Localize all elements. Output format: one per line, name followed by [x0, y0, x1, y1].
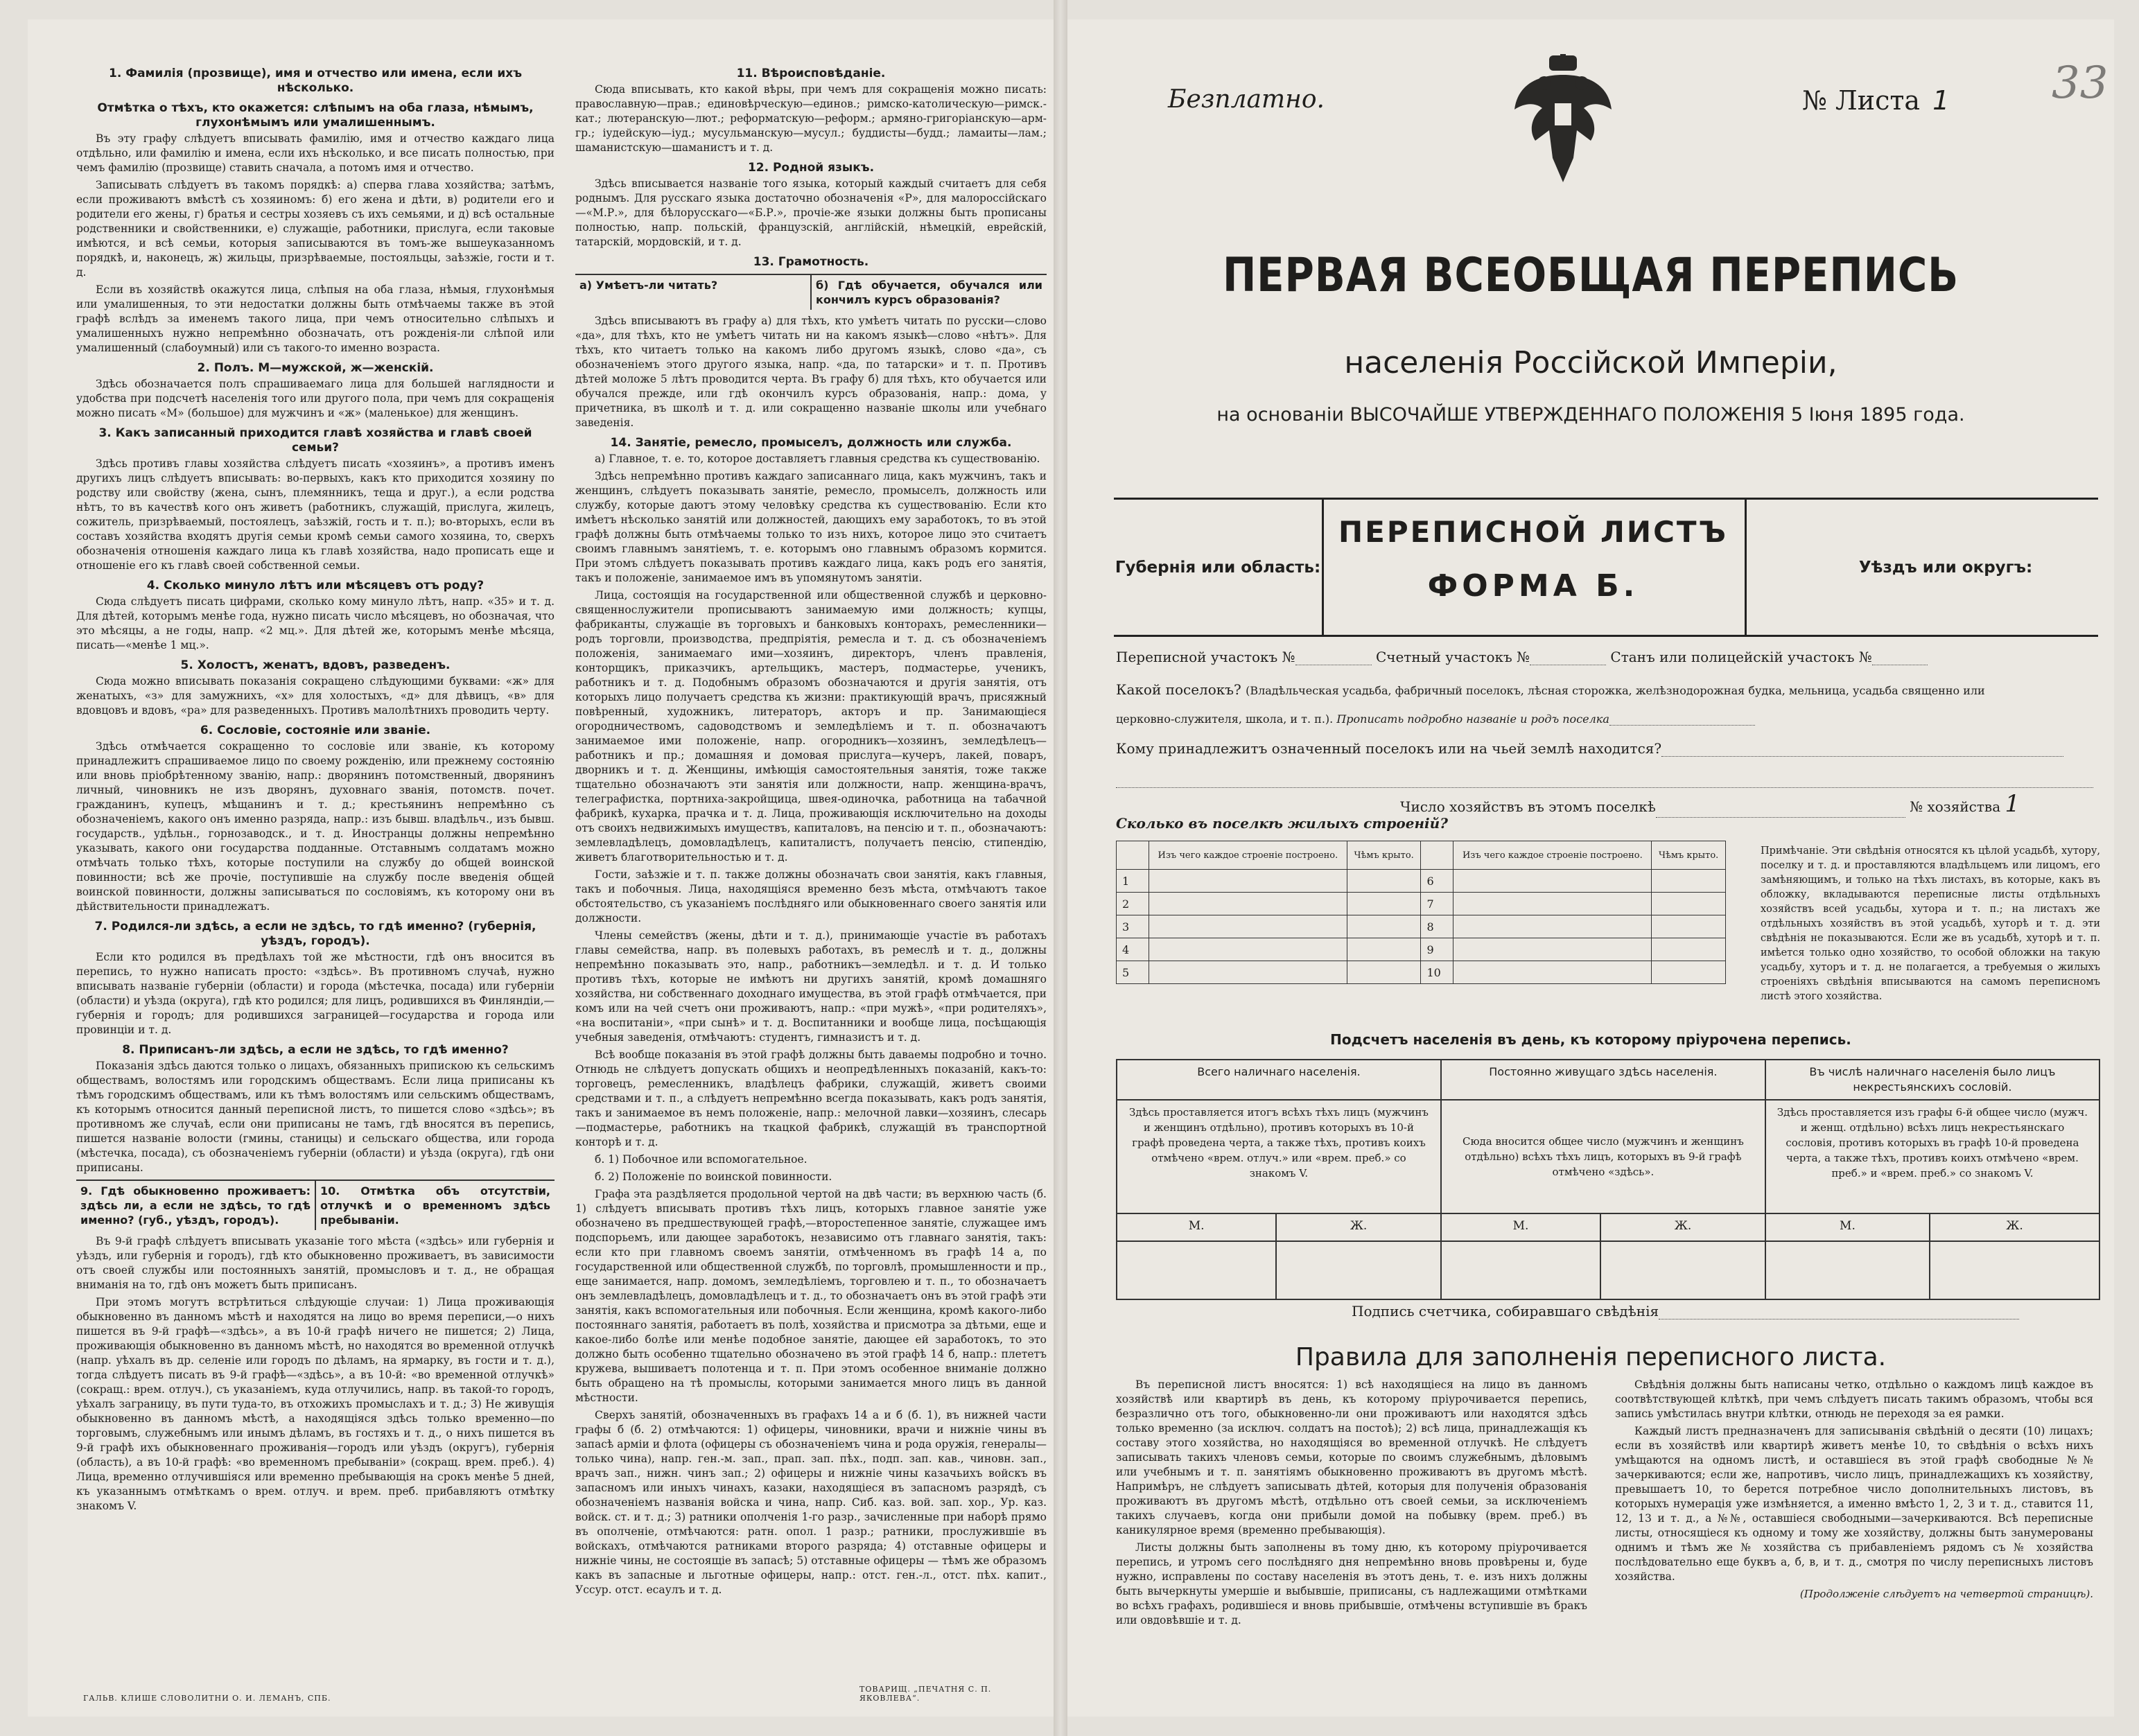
- bt-cell[interactable]: [1453, 893, 1652, 915]
- bt-num: 6: [1421, 870, 1453, 893]
- komu-line: [1116, 740, 2063, 757]
- paragraph: б. 1) Побочное или вспомогательное.: [595, 1153, 807, 1166]
- pt-value-cell[interactable]: [1765, 1241, 1930, 1299]
- komu-field-2[interactable]: [1116, 775, 2093, 788]
- imprint-left: ГАЛЬВ. КЛИШЕ СЛОВОЛИТНИ О. И. ЛЕМАНЪ, СПБ.: [83, 1694, 331, 1703]
- section-heading: 7. Родился-ли здѣсь, а если не здѣсь, то гдѣ именно? (губернія, уѣздъ, городъ).: [94, 920, 536, 948]
- komu-label: Кому принадлежитъ означенный поселокъ или на чьей землѣ находится?: [1116, 740, 1662, 757]
- rules-column-2: [1615, 1378, 2093, 1602]
- form-label: ФОРМА Б.: [1427, 568, 1639, 604]
- pt-m: М.: [1441, 1213, 1600, 1241]
- pt-value-cell[interactable]: [1930, 1241, 2099, 1299]
- page-subtitle-2: на основаніи ВЫСОЧАЙШЕ УТВЕРЖДЕННАГО ПОЛОЖЕНІЯ 5 Іюня 1895 года.: [1216, 404, 1965, 426]
- pt-value-row: [1117, 1241, 2099, 1299]
- pt-m: М.: [1117, 1213, 1276, 1241]
- bt-cell[interactable]: [1347, 915, 1421, 938]
- stan-label: Станъ или полицейскій участокъ №: [1610, 649, 1872, 665]
- pt-value-cell[interactable]: [1441, 1241, 1600, 1299]
- rules-title: Правила для заполненія переписного листа.: [1295, 1343, 1887, 1371]
- section-heading: Отмѣтка о тѣхъ, кто окажется: слѣпымъ на оба глаза, нѣмымъ, глухонѣмымъ или умалишеннымъ.: [97, 101, 534, 130]
- pt-head: [1117, 1060, 2099, 1100]
- list-title-block: [1322, 500, 1747, 635]
- paragraph: Гости, заѣзжіе и т. п. также должны обозначать свои занятія, какъ главныя, такъ и побочныя. Лица, находящіяся временно безъ мѣста, отмѣчаютъ такое обстоятельство, съ указаніемъ послѣдняго или обыкновеннаго своего занятія или должности.: [575, 868, 1047, 924]
- rules-paragraph: Листы должны быть заполнены въ тому дню, къ которому пріурочивается перепись, и утромъ сего послѣдняго дня непремѣнно вновь провѣрены и, буде нужно, исправлены по составу населенія въ этотъ день, т. е. изъ нихъ должны быть вычеркнуты умершіе и выбывшіе, приписаны, съ надлежащими отмѣтками во всѣхъ графахъ, родившіеся и вновь прибывшіе, отмѣчены вступившіе въ бракъ или овдовѣвшіе и т. д.: [1116, 1541, 1587, 1627]
- paragraph: Если кто родился въ предѣлахъ той же мѣстности, гдѣ онъ вносится въ перепись, то нужно написать просто: «здѣсь». Въ противномъ случаѣ, нужно вписывать названіе губерніи (области) и города (мѣстечка, посада) или губерніи (области) и уѣзда (округа), гдѣ кто родился; для лицъ, родившихся въ Финляндіи,—губернія и городъ; для родившихся заграницей—государства и города или провинціи и т. д.: [76, 951, 555, 1036]
- bt-cell[interactable]: [1453, 870, 1652, 893]
- gubernia-label: Губернія или область:: [1114, 500, 1324, 635]
- bt-num: 10: [1421, 961, 1453, 984]
- komu-field[interactable]: [1661, 744, 2063, 757]
- paragraph: Сюда вписывать, кто какой вѣры, при чемъ для сокращенія можно писать: православную—прав.; единовѣрческую—единов.; римско-католическую—римск.-кат.; лютеранскую—лют.; реформатскую—реформ.; армяно-григоріанскую—арм-гр.; іудейскую—іуд.; мусульманскую—мусул.; буддисты—будд.; ламаиты—лам.; шаманистскую—шаманистъ и т. д.: [575, 83, 1047, 154]
- poselok-hint-3: Прописать подробно названіе и родъ поселка: [1336, 712, 1609, 726]
- pt-zh: Ж.: [1276, 1213, 1441, 1241]
- section-heading: 12. Родной языкъ.: [747, 161, 875, 175]
- bt-num: 1: [1117, 870, 1149, 893]
- poselok-label: Какой поселокъ?: [1116, 681, 1241, 698]
- rules-column-1: [1116, 1378, 1587, 1631]
- uchastok-label: Переписной участокъ №: [1116, 649, 1295, 665]
- signature-label: Подпись счетчика, собиравшаго свѣдѣнія: [1352, 1303, 1659, 1319]
- pt-zh: Ж.: [1600, 1213, 1765, 1241]
- uezd-label: Уѣздъ или округъ:: [1858, 558, 2033, 577]
- pt-text-permanent: Сюда вносится общее число (мужчинъ и женщинъ отдѣльно) всѣхъ тѣхъ лицъ, которыхъ въ 9-й графѣ отмѣчено «здѣсь».: [1441, 1100, 1765, 1213]
- split-heading-cell: 9. Гдѣ обыкновенно проживаетъ: здѣсь ли, а если не здѣсь, то гдѣ именно? (губ., уѣздъ, городъ).: [80, 1184, 311, 1227]
- bt-cell[interactable]: [1149, 938, 1347, 961]
- buildings-table: [1116, 841, 1726, 984]
- bt-cell[interactable]: [1347, 893, 1421, 915]
- bt-num: 4: [1117, 938, 1149, 961]
- paragraph: Здѣсь обозначается полъ спрашиваемаго лица для большей наглядности и удобства при подсчетѣ населенія того или другого пола, при чемъ для сокращенія можно писать «М» (большое) для мужчинъ и «ж» (маленькое) для женщинъ.: [76, 378, 555, 419]
- bt-cell[interactable]: [1347, 961, 1421, 984]
- stan-field[interactable]: [1872, 652, 1928, 665]
- paragraph: б. 2) Положеніе по воинской повинности.: [595, 1171, 832, 1183]
- paragraph: Здѣсь противъ главы хозяйства слѣдуетъ писать «хозяинъ», а противъ именъ другихъ лицъ слѣдуетъ вписывать: во-первыхъ, какъ кто приходится хозяину по родству или свойству (жена, сынъ, племянникъ, теща и друг.), а если родства нѣтъ, то въ качествѣ кого онъ живетъ (работникъ, служащій, прислуга, жилецъ, сожитель, призрѣваемый, постоялецъ, заѣзжій, гость и т. п.); во-вторыхъ, если въ составъ хозяйства входятъ другія семьи кромѣ семьи самого хозяина, то, сверхъ обозначенія отношенія каждаго лица къ главѣ хозяйства, надо прописать еще и отношеніе его къ главѣ своей собственной семьи.: [76, 457, 555, 572]
- table-row: [1117, 938, 1726, 961]
- chislo-line: [1400, 790, 2020, 818]
- paragraph: а) Главное, т. е. то, которое доставляетъ главныя средства къ существованію.: [595, 453, 1040, 465]
- bt-cell[interactable]: [1453, 915, 1652, 938]
- bt-num: 9: [1421, 938, 1453, 961]
- paragraph: Здѣсь непремѣнно противъ каждаго записаннаго лица, какъ мужчинъ, такъ и женщинъ, слѣдуетъ показывать занятіе, ремесло, промыселъ, должность или службу, которые даютъ этому человѣку средства къ существованію. Если кто имѣетъ нѣсколько занятій или должностей, дающихъ ему заработокъ, то въ этой графѣ должны быть отмѣчаемы только то изъ нихъ, которое лицо это считаетъ своимъ главнымъ занятіемъ, т. е. которымъ оно главнымъ образомъ кормится. При этомъ слѣдуетъ показывать противъ каждаго лица, какъ родъ его занятія, такъ и положеніе, занимаемое имъ въ упомянутомъ занятіи.: [575, 470, 1047, 584]
- bt-cell[interactable]: [1652, 938, 1726, 961]
- schetny-label: Счетный участокъ №: [1375, 649, 1530, 665]
- section-heading: 1. Фамилія (прозвище), имя и отчество или имена, если ихъ нѣсколько.: [109, 67, 522, 95]
- section-heading: 3. Какъ записанный приходится главѣ хозяйства и главѣ своей семьи?: [98, 426, 532, 455]
- uchastok-field[interactable]: [1295, 652, 1372, 665]
- rules-paragraph: Свѣдѣнія должны быть написаны четко, отдѣльно о каждомъ лицѣ каждое въ соотвѣтствующей клѣткѣ, при чемъ слѣдуетъ писать такимъ образомъ, чтобы вся запись умѣстилась внутри клѣтки, отнюдь не переходя за ея рамки.: [1615, 1378, 2093, 1420]
- form-header-box: [1114, 498, 2098, 637]
- free-label: Безплатно.: [1168, 85, 1325, 114]
- count-title: Подсчетъ населенія въ день, къ которому пріурочена перепись.: [1330, 1031, 1851, 1048]
- pt-text-total: Здѣсь проставляется итогъ всѣхъ тѣхъ лицъ (мужчинъ и женщинъ отдѣльно), противъ которыхъ въ 10-й графѣ проведена черта, а также тѣхъ, противъ коихъ отмѣчено «врем. отлуч.» или «врем. преб.» со знакомъ V.: [1117, 1100, 1441, 1213]
- bt-head-material: Изъ чего каждое строеніе построено.: [1149, 841, 1347, 870]
- bt-cell[interactable]: [1652, 961, 1726, 984]
- bt-num: 8: [1421, 915, 1453, 938]
- bt-num: 3: [1117, 915, 1149, 938]
- bt-head-roof: Чѣмъ крыто.: [1347, 841, 1421, 870]
- pt-text-noncrest: Здѣсь проставляется изъ графы 6-й общее число (мужч. и женщ. отдѣльно) всѣхъ лицъ некрестьянскаго сословія, противъ которыхъ въ графѣ 10-й проведена черта, а также тѣхъ, противъ коихъ отмѣчено «врем. преб.» и «врем. преб.» со знакомъ V.: [1765, 1100, 2099, 1213]
- pt-head-total: Всего наличнаго населенія.: [1117, 1060, 1441, 1100]
- sheet-number-value: 1: [1932, 85, 1950, 116]
- rules-paragraph: Въ переписной листъ вносятся: 1) всѣ находящіеся на лицо въ данномъ хозяйствѣ или квартирѣ въ день, къ которому пріурочивается перепись, безразлично отъ того, обыкновенно-ли они проживаютъ или находятся здѣсь только временно (за исключ. солдатъ на постоѣ); 2) всѣ лица, принадлежащія къ составу этого хозяйства, но находящіяся во временной отлучкѣ. Не слѣдуетъ записывать такихъ членовъ семьи, которые по своимъ служебнымъ, дѣловымъ или учебнымъ и т. п. занятіямъ обыкновенно проживаютъ въ другомъ мѣстѣ. Напримѣръ, не слѣдуетъ записывать дѣтей, которыя для полученія образованія проживаютъ въ другомъ мѣстѣ, отдѣльно отъ своей семьи, за исключеніемъ такихъ случаевъ, когда они прибыли домой на побывку (врем. преб.) въ каникулярное время (временно пребывающія).: [1116, 1378, 1587, 1536]
- bt-cell[interactable]: [1652, 893, 1726, 915]
- bt-num: 7: [1421, 893, 1453, 915]
- signature-line: [1352, 1303, 2019, 1319]
- paragraph: Здѣсь отмѣчается сокращенно то сословіе или званіе, къ которому принадлежитъ спрашиваемое лицо по своему рожденію, или прежнему состоянію или вновь пріобрѣтенному званію, напр.: дворянинъ потомственный, дворянинъ личный, чиновникъ не изъ дворянъ, духовнаго званія, потомств. почет. гражданинъ, купецъ, мѣщанинъ и т. д.; крестьянинъ непремѣнно съ обозначеніемъ, какого онъ именно разряда, напр.: изъ бывш. владѣльч., изъ бывш. государств., удѣльн., горнозаводск., и т. д. Иностранцы должны непремѣнно указывать, какого они государства подданные. Отставнымъ солдатамъ можно отмѣчать только тѣхъ, которые поступили на службу до общей воинской повинности; всѣ же прочіе, поступившіе на службу после введенія общей воинской повинности, должны записываться по сословіямъ, къ которому они въ дѣйствительности принадлежатъ.: [76, 740, 555, 913]
- pt-m: М.: [1765, 1213, 1930, 1241]
- poselok-line: [1116, 681, 1985, 698]
- section-heading: 6. Сословіе, состояніе или званіе.: [200, 724, 431, 737]
- bt-cell[interactable]: [1652, 870, 1726, 893]
- bt-cell[interactable]: [1149, 915, 1347, 938]
- paragraph: Здѣсь вписываютъ въ графу а) для тѣхъ, кто умѣетъ читать по русски—слово «да», для тѣхъ, кто не умѣетъ читать ни на какомъ языкѣ—слово «нѣтъ». Для тѣхъ, кто читаетъ только на какомъ либо другомъ языкѣ, слово «да», съ обозначеніемъ этого другого языка, напр. «да, по татарски» и т. п. Противъ дѣтей моложе 5 лѣтъ проводится черта. Въ графу б) для тѣхъ, кто обучается или обучался прежде, или гдѣ окончилъ курсъ образованія, напр.: дома, у причетника, въ школѣ и т. д. или сокращенно названіе школы или учебнаго заведенія.: [575, 315, 1047, 429]
- imprint-right: ТОВАРИЩ. „ПЕЧАТНЯ С. П. ЯКОВЛЕВА“.: [859, 1685, 992, 1703]
- paragraph: Показанія здѣсь даются только о лицахъ, обязанныхъ припискою къ сельскимъ обществамъ, волостямъ или городскимъ обществамъ. Если лица приписаны къ тѣмъ городскимъ обществамъ, или къ тѣмъ волостямъ или сельскимъ обществамъ, къ которымъ относится данный переписной листъ, то пишется слово «здѣсь»; въ противномъ же случаѣ, если они приписаны не тамъ, гдѣ вносятся въ перепись, пишется названіе волости (гмины, станицы) и сельскаго общества, или города (мѣстечка, посада), съ обозначеніемъ губерніи (области) и уѣзда (округа), гдѣ они приписаны.: [76, 1060, 555, 1174]
- paragraph: Здѣсь вписывается названіе того языка, который каждый считаетъ для себя роднымъ. Для русскаго языка достаточно обозначенія «Р», для малороссійскаго—«М.Р.», для бѣлорусскаго—«Б.Р.», прочіе-же языки должны быть прописаны полностью, напр. польскій, французскій, англійскій, нѣмецкій, еврейскій, татарскій, мордовскій, и т. д.: [575, 177, 1047, 248]
- split-heading: [76, 1180, 555, 1230]
- paragraph: Лица, состоящія на государственной или общественной службѣ и церковно-священнослужители прописываютъ занимаемую ими должность; купцы, фабриканты, служащіе въ торговыхъ и банковыхъ конторахъ, ремесленники—родъ торговли, производства, предпріятія, ремесла и т. д. съ обозначеніемъ положенія, занимаемаго ими—хозяинъ, директоръ, членъ правленія, конторщикъ, приказчикъ, артельщикъ, мастеръ, подмастерье, ученикъ, работникъ и т. д. Подобнымъ образомъ обозначаются и другія занятія, отъ которыхъ лицо получаетъ средства къ жизни: практикующій врачъ, присяжный повѣренный, художникъ, литераторъ, акторъ и пр. Занимающіеся огородничествомъ, садоводствомъ и земледѣліемъ и т. п. обозначаютъ занимаемое ими положеніе, напр. огородникъ—хозяинъ, земледѣлецъ—работникъ и пр.; домашняя и домовая прислуга—кучеръ, лакей, поваръ, дворникъ и т. д. Женщины, имѣющія самостоятельныя занятія, тоже также тщательно обозначаютъ эти занятія или должности, напр. женщина-врачъ, телеграфистка, портниха-закройщица, швея-одиночка, работница на табачной фабрикѣ, кухарка, прачка и т. д. Лица, проживающія исключительно на доходы отъ своихъ недвижимыхъ имуществъ, капиталовъ, на пенсію и т. п., обозначаютъ: землевладѣлецъ, домовладѣлецъ, капиталистъ, получаетъ пенсію, стипендію, живетъ благотворительностью и т. д.: [575, 589, 1047, 863]
- poselok-field[interactable]: [1609, 712, 1755, 726]
- table-row: [1117, 893, 1726, 915]
- uchastok-line: [1116, 649, 1928, 665]
- section-heading: 8. Приписанъ-ли здѣсь, а если не здѣсь, то гдѣ именно?: [122, 1043, 509, 1057]
- pt-mz-row: [1117, 1213, 2099, 1241]
- split-heading-cell: 10. Отмѣтка объ отсутствіи, отлучкѣ и о временномъ здѣсь пребываніи.: [315, 1181, 555, 1230]
- bt-num: 2: [1117, 893, 1149, 915]
- chislo-label: Число хозяйствъ въ этомъ поселкѣ: [1400, 798, 1656, 815]
- paragraph: Въ 9-й графѣ слѣдуетъ вписывать указаніе того мѣста («здѣсь» или губернія и уѣздъ, или губернія и городъ), гдѣ кто обыкновенно проживаетъ, въ зависимости отъ своей службы или постоянныхъ занятій, промысловъ и т. д., не обращая вниманія на то, гдѣ онъ можетъ быть приписанъ.: [76, 1235, 555, 1291]
- pt-value-cell[interactable]: [1276, 1241, 1441, 1299]
- population-count-table: [1116, 1059, 2100, 1300]
- split-heading-cell: б) Гдѣ обучается, обучался или кончилъ курсъ образованія?: [810, 275, 1047, 310]
- pt-head-permanent: Постоянно живущаго здѣсь населенія.: [1441, 1060, 1765, 1100]
- table-row: [1117, 915, 1726, 938]
- nhoz-label: № хозяйства: [1910, 798, 2001, 815]
- continuation-note: (Продолженіе слѣдуетъ на четвертой страницѣ).: [1799, 1588, 2093, 1600]
- paragraph: Если въ хозяйствѣ окажутся лица, слѣпыя на оба глаза, нѣмыя, глухонѣмыя или умалишенныя, то эти недостатки должны быть отмѣчаемы также въ этой графѣ вслѣдъ за именемъ такого лица, при чемъ относительно слѣпыхъ и умалишенныхъ нужно непремѣнно обозначать, отъ рожденія-ли слѣпой или умалишенный (слабоумный) или съ такого-то именно возраста.: [76, 283, 555, 354]
- pencil-number: 33: [2052, 58, 2109, 109]
- section-heading: 2. Полъ. М—мужской, ж—женскій.: [197, 361, 434, 375]
- double-headed-eagle-icon: [1511, 54, 1615, 186]
- paragraph: Графа эта раздѣляется продольной чертой на двѣ части; въ верхнюю часть (б. 1) слѣдуетъ вписывать противъ тѣхъ лицъ, которыхъ главное занятіе уже обозначено въ предшествующей графѣ,—второстепенное занятіе, служащее имъ подспорьемъ, или дающее заработокъ, независимо отъ главнаго занятія, такъ: если кто при главномъ своемъ занятіи, отмѣченномъ въ графѣ 14 а, по государственной или общественной службѣ, по торговлѣ, промышленности и пр., еще занимается, напр. домомъ, земледѣліемъ, торговлею и т. п., то обозначаетъ онъ землевладѣлецъ, домовладѣлецъ и т. д., то обозначаетъ онъ въ этой графѣ эти занятія, какъ вспомогательныя или побочныя. Если женщина, кромѣ какого-либо постояннаго занятія, работаетъ въ полѣ, хозяйства и присмотра за дѣтьми, еще и какое-либо болѣе или менѣе подобное занятіе, дающее ей заработокъ, то это должно быть особенно тщательно обозначено въ этой графѣ 14 б, напр.: плететъ кружева, вышиваетъ полотенца и т. п. При этомъ особенное вниманіе должно быть обращено на тѣ промыслы, которыми занимается много лицъ въ данной мѣстности.: [575, 1188, 1047, 1404]
- table-row: [1117, 961, 1726, 984]
- bt-head-material-2: Изъ чего каждое строеніе построено.: [1453, 841, 1652, 870]
- poselok-line-2: [1116, 712, 1755, 726]
- buildings-note: Примѣчаніе. Эти свѣдѣнія относятся къ цѣлой усадьбѣ, хутору, поселку и т. д. и проставляются владѣльцемъ или лицомъ, его замѣняющимъ, и только на тѣхъ листахъ, въ которые, какъ въ обложку, вкладываются переписные листы отдѣльныхъ хозяйствъ всей усадьбы, хутора и т. п.; на листахъ же отдѣльныхъ хозяйствъ въ этой усадьбѣ, хуторѣ и т. д. эти свѣдѣнія не показываются. Если же въ усадьбѣ, хуторѣ и т. п. имѣется только одно хозяйство, то особой обложки на такую усадьбу, хуторъ и т. д. не полагается, а требуемыя о жилыхъ строеніяхъ свѣдѣнія вписываются на самомъ переписномъ листѣ этого хозяйства.: [1761, 845, 2100, 1002]
- pt-zh: Ж.: [1930, 1213, 2099, 1241]
- section-heading: 4. Сколько минуло лѣтъ или мѣсяцевъ отъ роду?: [146, 579, 484, 593]
- form-page: [1067, 19, 2114, 1717]
- skolko-label: Сколько въ поселкѣ жилыхъ строеній?: [1116, 815, 1448, 832]
- instructions-page: [28, 19, 1054, 1717]
- rules-paragraph: Каждый листъ предназначенъ для записыванія свѣдѣній о десяти (10) лицахъ; если въ хозяйствѣ или квартирѣ живетъ менѣе 10, то свѣдѣнія о всѣхъ нихъ умѣщаются на одномъ листѣ, и оставшіеся въ этой графѣ свободные №№ зачеркиваются; если же, напротивъ, число лицъ, принадлежащихъ къ хозяйству, превышаетъ 10, то берется потребное число дополнительныхъ листовъ, въ которыхъ нумерація уже измѣняется, а именно вмѣсто 1, 2, 3 и т. д., ставится 11, 12, 13 и т. д., а №№, оставшіеся свободными—зачеркиваются. Всѣ переписные листы, относящіеся къ одному и тому же хозяйству, должны быть занумерованы однимъ и тѣмъ же № хозяйства съ прибавленіемъ рядомъ съ № хозяйства послѣдовательно еще буквъ а, б, в, и т. д., смотря по числу переписныхъ листовъ хозяйства.: [1615, 1425, 2093, 1583]
- paragraph: Записывать слѣдуетъ въ такомъ порядкѣ: а) сперва глава хозяйства; затѣмъ, если проживаютъ вмѣстѣ съ хозяиномъ: б) его жена и дѣти, в) родители его и родители его жены, г) братья и сестры хозяевъ съ ихъ семьями, и д) всѣ остальные родственники и свойственники, е) служащіе, работники, прислуга, если таковые имѣются, и всѣ семьи, которыя записываются въ томъ-же вышеуказанномъ порядкѣ, и, наконецъ, ж) жильцы, призрѣваемые, постояльцы, заѣзжіе, гости и т. д.: [76, 179, 555, 279]
- nhoz-value: 1: [2005, 790, 2020, 818]
- bt-cell[interactable]: [1453, 938, 1652, 961]
- poselok-hint-2: церковно-служителя, школа, и т. п.).: [1116, 712, 1334, 726]
- paragraph: Въ эту графу слѣдуетъ вписывать фамилію, имя и отчество каждаго лица отдѣльно, или фамилію и имена, если ихъ нѣсколько, и все писать полностью, при чемъ фамилію (прозвище) ставить сначала, а потомъ имя и отчество.: [76, 132, 555, 174]
- buildings-table-head: [1117, 841, 1726, 870]
- poselok-hint: (Владѣльческая усадьба, фабричный поселокъ, лѣсная сторожка, желѣзнодорожная будка, мельница, усадьба священно или: [1246, 684, 1985, 697]
- schetny-field[interactable]: [1530, 652, 1606, 665]
- pt-value-cell[interactable]: [1117, 1241, 1276, 1299]
- instructions-column-1: [76, 61, 555, 1516]
- paragraph: Сюда слѣдуетъ писать цифрами, сколько кому минуло лѣтъ, напр. «35» и т. д. Для дѣтей, которымъ менѣе года, нужно писать число мѣсяцевъ, но обозначая, что это мѣсяцы, а не годы, напр. «2 мц.». Для дѣтей же, которымъ менѣе мѣсяца, писать—«менѣе 1 мц.».: [76, 595, 555, 651]
- section-heading: 11. Вѣроисповѣданіе.: [736, 67, 886, 80]
- pt-head-noncrest: Въ числѣ наличнаго населенія было лицъ некрестьянскихъ сословій.: [1765, 1060, 2099, 1100]
- section-heading: 13. Грамотность.: [753, 255, 869, 269]
- bt-cell[interactable]: [1347, 938, 1421, 961]
- list-title: ПЕРЕПИСНОЙ ЛИСТЪ: [1338, 515, 1729, 549]
- bt-cell[interactable]: [1149, 961, 1347, 984]
- skolko-line: [1116, 815, 1448, 832]
- bt-cell[interactable]: [1149, 870, 1347, 893]
- page-fold: [1054, 0, 1067, 1736]
- split-heading: [575, 274, 1047, 310]
- paragraph: Всѣ вообще показанія въ этой графѣ должны быть даваемы подробно и точно. Отнюдь не слѣдуетъ допускать общихъ и неопредѣленныхъ показаній, какъ-то: торговецъ, ремесленникъ, владѣлецъ фабрики, служащій, живетъ своими средствами и т. п., а слѣдуетъ непремѣнно всегда показывать, какъ родъ занятія, такъ и занимаемое въ немъ положеніе, напр.: мелочной лавки—хозяинъ, слесарь—подмастерье, работникъ на ткацкой фабрикѣ, служащій въ транспортной конторѣ и т. д.: [575, 1049, 1047, 1148]
- pt-value-cell[interactable]: [1600, 1241, 1765, 1299]
- paragraph: Члены семействъ (жены, дѣти и т. д.), принимающіе участіе въ работахъ главы семейства, напр. въ полевыхъ работахъ, въ ремеслѣ и т. д., должны непремѣнно показывать это, напр., работникъ—земледѣл. и т. д. И только противъ тѣхъ, которые не имѣютъ ни другихъ занятій, кромѣ домашняго хозяйства, ни собственнаго доходнаго имущества, въ этой графѣ отмѣчается, при комъ или на чей счетъ они проживаютъ, напр.: «при мужѣ», «при родителяхъ», «на воспитаніи», «при сынѣ» и т. д. Воспитанники и вообще лица, посѣщающія учебныя заведенія, отмѣчаютъ: студентъ, гимназистъ и т. д.: [575, 929, 1047, 1044]
- bt-head-roof-2: Чѣмъ крыто.: [1652, 841, 1726, 870]
- pt-text-row: [1117, 1100, 2099, 1213]
- page-title: ПЕРВАЯ ВСЕОБЩАЯ ПЕРЕПИСЬ: [1222, 248, 1959, 303]
- komu-line-2: [1116, 771, 2093, 788]
- paragraph: При этомъ могутъ встрѣтиться слѣдующіе случаи: 1) Лица проживающія обыкновенно въ данномъ мѣстѣ и находятся на лицо во время переписи,—о нихъ пишется въ 9-й графѣ—«здѣсь», а въ 10-й графѣ ничего не пишется; 2) Лица, проживающія обыкновенно въ данномъ мѣстѣ, но находятся во временной отлучкѣ (напр. уѣхалъ въ др. селеніе или городъ по дѣламъ, на ярмарку, въ гости и т. д.), тогда слѣдуетъ писать въ 9-й графѣ—«здѣсь», а въ 10-й: «во временной отлучкѣ» (сокращ.: врем. отлуч.), съ указаніемъ, куда отлучились, напр. въ такой-то городъ, уѣхалъ заграницу, въ пути туда-то, въ отхожихъ промыслахъ и т. д.; 3) Не живущія обыкновенно въ данномъ мѣстѣ, а находящіяся здѣсь только временно—по торговымъ, служебнымъ или инымъ дѣламъ, въ гостяхъ и т. д., о нихъ пишется въ 9-й графѣ ихъ обыкновеннаго проживанія—городъ или уѣздъ (округъ), губернія (область), а въ 10-й графѣ: «во временномъ пребываніи» (сокращ. врем. преб.). 4) Лица, временно отлучившіяся или временно пребывающія на срокъ менѣе 5 дней, къ указаннымъ отмѣткамъ о врем. отлуч. и врем. преб. прибавляютъ отмѣтку знакомъ V.: [76, 1296, 555, 1512]
- section-heading: 14. Занятіе, ремесло, промыселъ, должность или служба.: [610, 436, 1012, 450]
- page-subtitle: населенія Россійской Имперіи,: [1344, 345, 1837, 380]
- sheet-number-label: № Листа: [1802, 85, 1921, 116]
- signature-field[interactable]: [1659, 1306, 2019, 1319]
- split-heading-cell: а) Умѣетъ-ли читать?: [579, 279, 718, 292]
- paragraph: Сюда можно вписывать показанія сокращено слѣдующими буквами: «ж» для женатыхъ, «з» для замужнихъ, «х» для холостыхъ, «д» для дѣвицъ, «в» для вдовцовъ и вдовъ, «ра» для разведенныхъ. Противъ малолѣтнихъ проводить черту.: [76, 675, 555, 717]
- bt-cell[interactable]: [1453, 961, 1652, 984]
- paragraph: Сверхъ занятій, обозначенныхъ въ графахъ 14 а и б (б. 1), въ нижней части графы б (б. 2) отмѣчаются: 1) офицеры, чиновники, врачи и нижніе чины въ запасѣ арміи и флота (офицеры съ обозначеніемъ чина и рода оружія, генералы—только чина), напр. ген.-м. зап., прап. зап. пѣх., подп. зап. кав., чиновн. зап., врачъ зап., нижн. чинъ зап.; 2) офицеры и нижніе чины казачьихъ войскъ въ запасномъ или иныхъ чинахъ, казаки, находящіеся въ запасномъ разрядѣ, съ обозначеніемъ названія войска и чина, напр. Сиб. каз. вой. зап. хор., Ур. каз. войск. ст. и т. д.; 3) ратники ополченія 1-го разр., зачисленные при наборѣ прямо въ ополченіе, отмѣчаются: ратн. опол. 1 разр.; ратники, прослужившіе въ войскахъ, отмѣчаются ратниками второго разряда; 4) отставные офицеры и нижніе чины, не состоящіе въ запасѣ; 5) отставные офицеры — тѣмъ же образомъ какъ въ запасные и льготные офицеры, напр.: отст. ген.-л., отст. пѣх. капит., Уссур. отст. есаулъ и т. д.: [575, 1409, 1047, 1596]
- section-heading: 5. Холостъ, женатъ, вдовъ, разведенъ.: [180, 658, 451, 672]
- bt-cell[interactable]: [1652, 915, 1726, 938]
- sheet-number: [1802, 85, 1949, 116]
- bt-num: 5: [1117, 961, 1149, 984]
- bt-cell[interactable]: [1149, 893, 1347, 915]
- instructions-column-2: [575, 61, 1047, 1600]
- chislo-field[interactable]: [1656, 805, 1905, 818]
- table-row: [1117, 870, 1726, 893]
- bt-cell[interactable]: [1347, 870, 1421, 893]
